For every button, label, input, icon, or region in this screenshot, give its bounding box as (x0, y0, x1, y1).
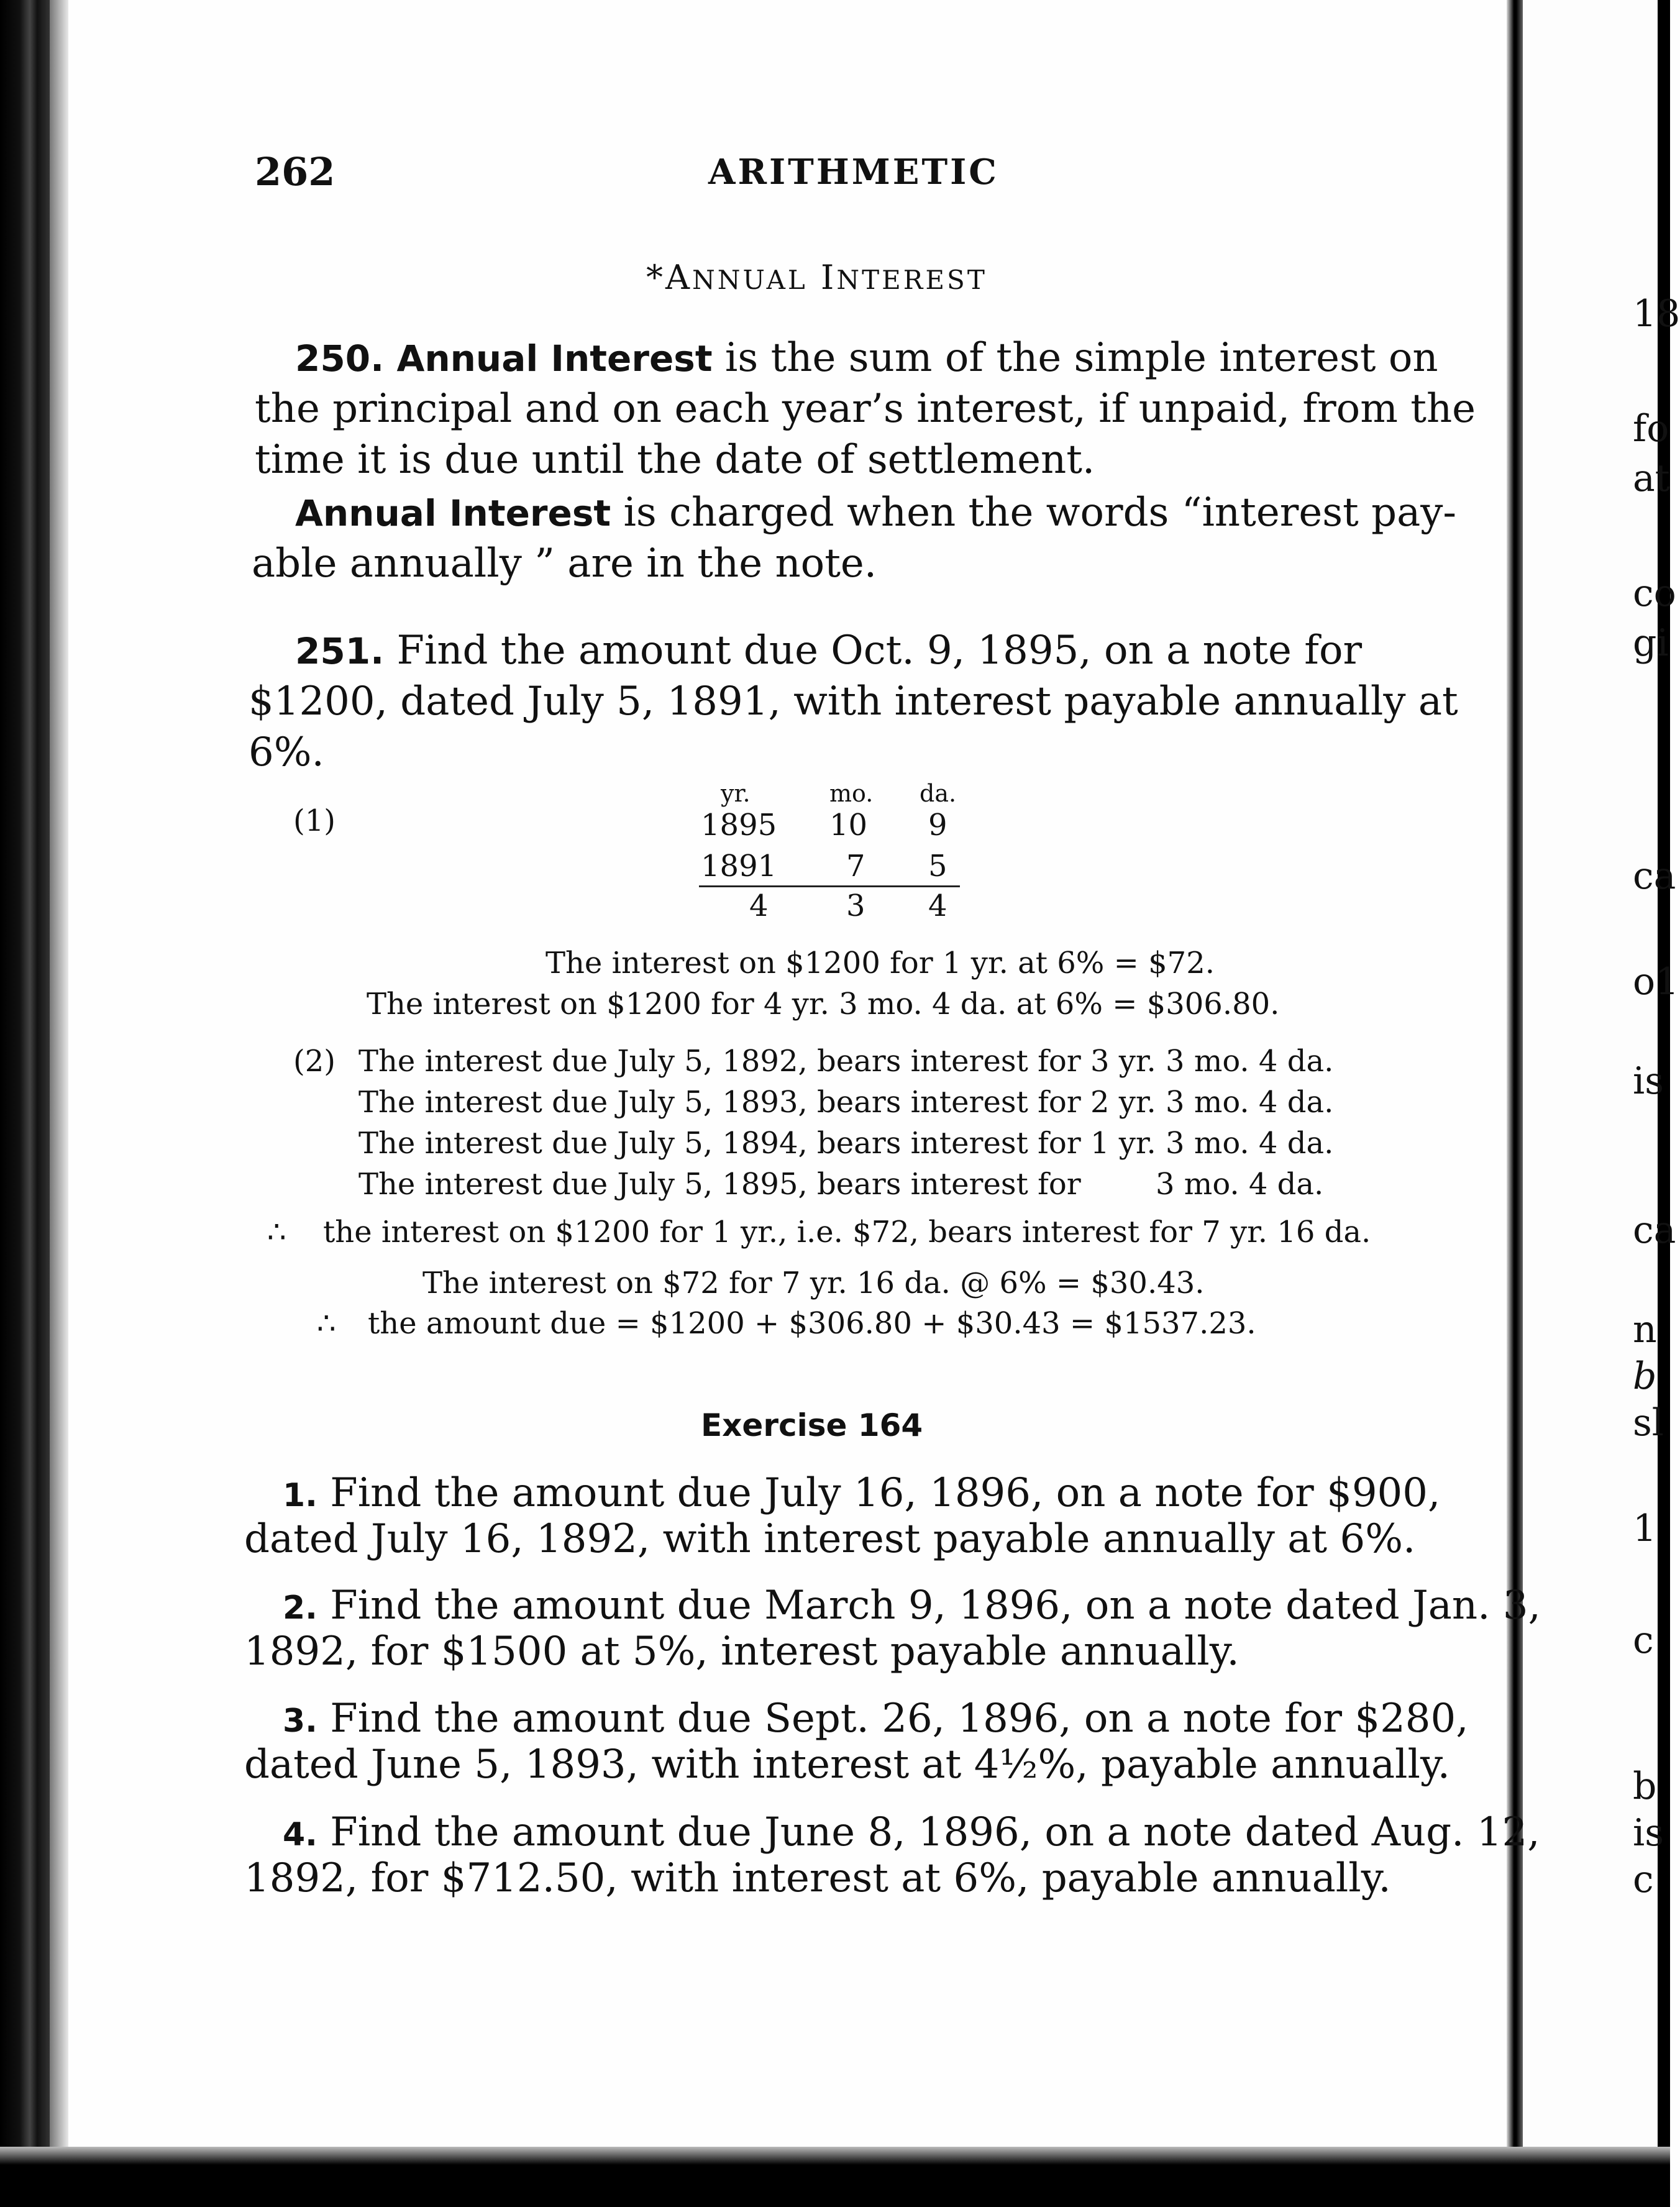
facing-page-fragment: gi (1633, 621, 1669, 665)
facing-page-fragment: o1 (1633, 960, 1679, 1003)
calc-result-da: 4 (928, 889, 947, 923)
exercise-item-1-line-2: dated July 16, 1892, with interest payable annually at 6%. (244, 1516, 1416, 1562)
facing-page-fragment: fo (1633, 407, 1669, 450)
facing-page-fragment: 18 (1633, 292, 1680, 336)
exercise-number: 4. (283, 1816, 317, 1853)
exercise-number: 2. (283, 1589, 317, 1627)
calc-2-line-1: The interest due July 5, 1892, bears interest for 3 yr. 3 mo. 4 da. (358, 1044, 1334, 1079)
para-250-line-3: time it is due until the date of settlement. (255, 437, 1095, 483)
facing-page-fragment: 1 (1633, 1507, 1657, 1550)
calc-result-yr: 4 (749, 889, 769, 923)
calc-2-line-2: The interest due July 5, 1893, bears interest for 2 yr. 3 mo. 4 da. (358, 1085, 1334, 1120)
para-250b-line-2: able annually ” are in the note. (252, 541, 877, 587)
calc-row1-mo: 10 (829, 808, 868, 843)
calc-row2-da: 5 (928, 849, 947, 884)
book-spine-left (0, 0, 50, 2207)
para-number: 251. (295, 630, 385, 672)
exercise-item-4-line-1: 4. Find the amount due June 8, 1896, on a note dated Aug. 12, (283, 1809, 1540, 1855)
calc-2-line-3: The interest due July 5, 1894, bears interest for 1 yr. 3 mo. 4 da. (358, 1126, 1334, 1161)
para-251-line-3: 6%. (249, 729, 324, 775)
facing-page-fragment: c (1633, 1619, 1654, 1662)
facing-page-fragment: b (1633, 1355, 1657, 1398)
section-title: *ANNUAL INTEREST (646, 258, 987, 297)
exercise-title: Exercise 164 (701, 1407, 923, 1443)
book-gutter (1507, 0, 1523, 2207)
interest-line-2: The interest on $1200 for 4 yr. 3 mo. 4 da. at 6% = $306.80. (367, 987, 1280, 1021)
para-250b-line-1: Annual Interest is charged when the words “interest pay- (295, 490, 1457, 536)
exercise-number: 1. (283, 1477, 317, 1514)
calc-header-mo: mo. (829, 780, 874, 807)
book-bottom-edge (0, 2147, 1670, 2207)
calc-2-line-4: The interest due July 5, 1895, bears interest for (358, 1167, 1081, 1202)
facing-page-fragment: c (1633, 1858, 1654, 1901)
interest-line-1: The interest on $1200 for 1 yr. at 6% = $72. (546, 946, 1215, 980)
conclusion-line-1: the interest on $1200 for 1 yr., i.e. $72, bears interest for 7 yr. 16 da. (323, 1215, 1371, 1250)
footnote-star: * (646, 258, 665, 297)
page-edge-shadow (50, 0, 68, 2207)
exercise-item-2-line-2: 1892, for $1500 at 5%, interest payable annually. (244, 1629, 1239, 1675)
facing-page-fragment: is (1633, 1059, 1664, 1103)
exercise-item-3-line-1: 3. Find the amount due Sept. 26, 1896, on a note for $280, (283, 1696, 1469, 1742)
defined-term: Annual Interest (396, 337, 713, 380)
exercise-item-4-line-2: 1892, for $712.50, with interest at 6%, payable annually. (244, 1855, 1391, 1901)
para-250-line-1: 250. Annual Interest is the sum of the simple interest on (295, 335, 1438, 381)
page-number: 262 (255, 149, 336, 194)
para-251-line-2: $1200, dated July 5, 1891, with interest payable annually at (249, 679, 1458, 724)
para-251-line-1: 251. Find the amount due Oct. 9, 1895, on a note for (295, 628, 1363, 674)
calc-row2-yr: 1891 (701, 849, 777, 884)
facing-page-fragment: is (1633, 1811, 1664, 1855)
facing-page-fragment: at (1633, 457, 1670, 500)
exercise-item-2-line-1: 2. Find the amount due March 9, 1896, on a note dated Jan. 3, (283, 1583, 1541, 1629)
calc-row1-yr: 1895 (701, 808, 777, 843)
calc-row1-da: 9 (928, 808, 947, 843)
facing-page-fragment: co (1633, 572, 1676, 615)
therefore-symbol-1: ∴ (267, 1215, 286, 1250)
facing-page-fragment: sl (1633, 1401, 1664, 1445)
calc-subtraction-rule (699, 885, 960, 887)
calc-result-mo: 3 (846, 889, 865, 923)
exercise-item-1-line-1: 1. Find the amount due July 16, 1896, on a note for $900, (283, 1470, 1441, 1516)
calc-header-yr: yr. (721, 780, 751, 807)
para-number: 250. (295, 337, 385, 380)
facing-page-fragment: b (1633, 1765, 1657, 1808)
calc-2-line-4-tail: 3 mo. 4 da. (1156, 1167, 1324, 1202)
therefore-symbol-2: ∴ (317, 1306, 336, 1341)
facing-page-fragment: ca (1633, 1209, 1676, 1252)
calc-row2-mo: 7 (846, 849, 865, 884)
exercise-item-3-line-2: dated June 5, 1893, with interest at 4½%, payable annually. (244, 1742, 1450, 1788)
facing-page-fragment: n (1633, 1308, 1657, 1351)
calc-header-da: da. (920, 780, 957, 807)
conclusion-line-2: The interest on $72 for 7 yr. 16 da. @ 6% = $30.43. (422, 1266, 1205, 1300)
defined-term: Annual Interest (295, 492, 611, 534)
calc-2-label: (2) (293, 1044, 336, 1079)
calc-1-label: (1) (293, 803, 336, 838)
conclusion-line-3: the amount due = $1200 + $306.80 + $30.43 = $1537.23. (368, 1306, 1256, 1341)
exercise-number: 3. (283, 1702, 317, 1740)
para-250-line-2: the principal and on each year’s interest, if unpaid, from the (255, 386, 1476, 432)
facing-page-fragment: ca (1633, 854, 1676, 898)
running-head: ARITHMETIC (708, 152, 999, 193)
